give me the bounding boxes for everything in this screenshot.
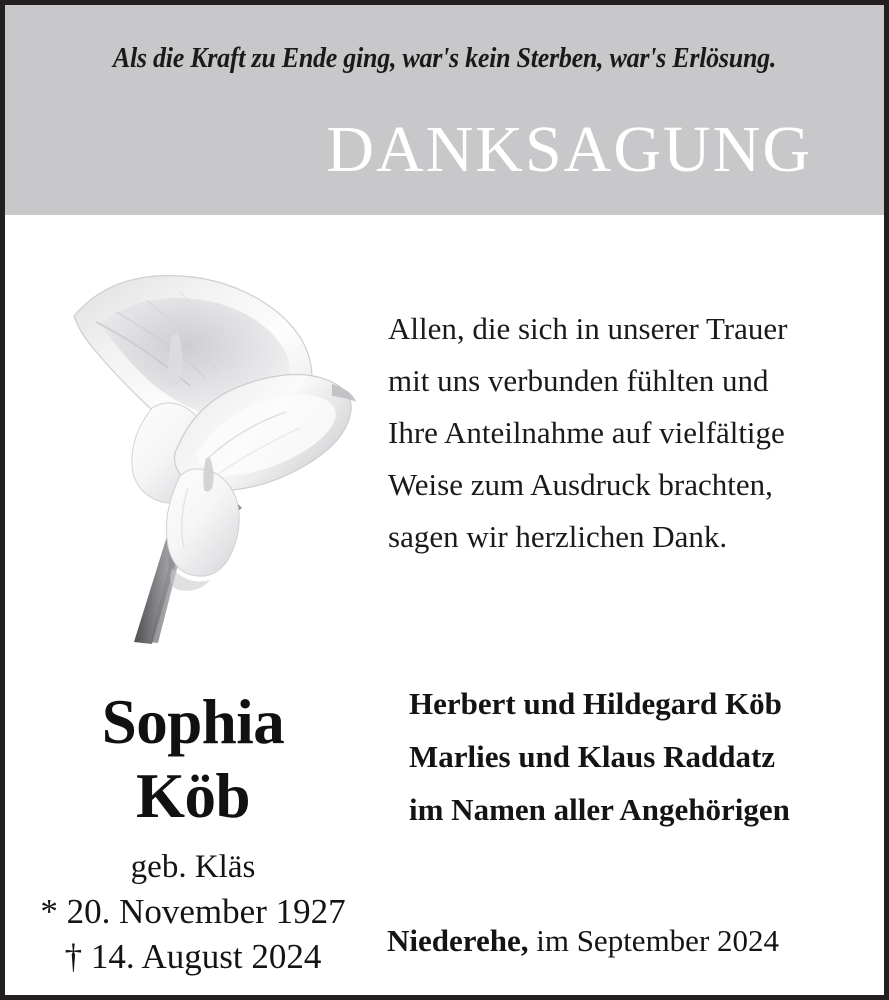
thanks-line: sagen wir herzlichen Dank. [388, 519, 728, 554]
place-name: Niederehe, [387, 923, 529, 958]
thanks-line: mit uns verbunden fühlten und [388, 363, 769, 398]
family-line: im Namen aller Angehörigen [409, 792, 790, 827]
deceased-first-name: Sophia [101, 687, 285, 757]
place-date-line [387, 923, 881, 959]
page-title: DANKSAGUNG [326, 113, 812, 186]
publication-date: im September 2024 [528, 923, 780, 958]
deceased-last-name: Köb [135, 761, 251, 831]
family-line: Herbert und Hildegard Köb [409, 686, 782, 721]
birth-date: * 20. November 1927 [40, 892, 346, 931]
thanks-line: Ihre Anteilnahme auf vielfältige [388, 415, 785, 450]
masthead-band [5, 5, 884, 215]
thanks-line: Weise zum Ausdruck brachten, [388, 467, 773, 502]
death-date: † 14. August 2024 [64, 937, 322, 976]
thanks-paragraph [388, 303, 880, 563]
epitaph-quote: Als die Kraft zu Ende ging, war's kein Sterben, war's Erlösung. [112, 43, 777, 74]
family-block [409, 677, 881, 836]
calla-lily-icon [60, 250, 360, 650]
deceased-maiden-name: geb. Kläs [130, 849, 256, 885]
thanks-line: Allen, die sich in unserer Trauer [388, 311, 788, 346]
deceased-block [13, 685, 373, 979]
family-line: Marlies und Klaus Raddatz [409, 739, 776, 774]
